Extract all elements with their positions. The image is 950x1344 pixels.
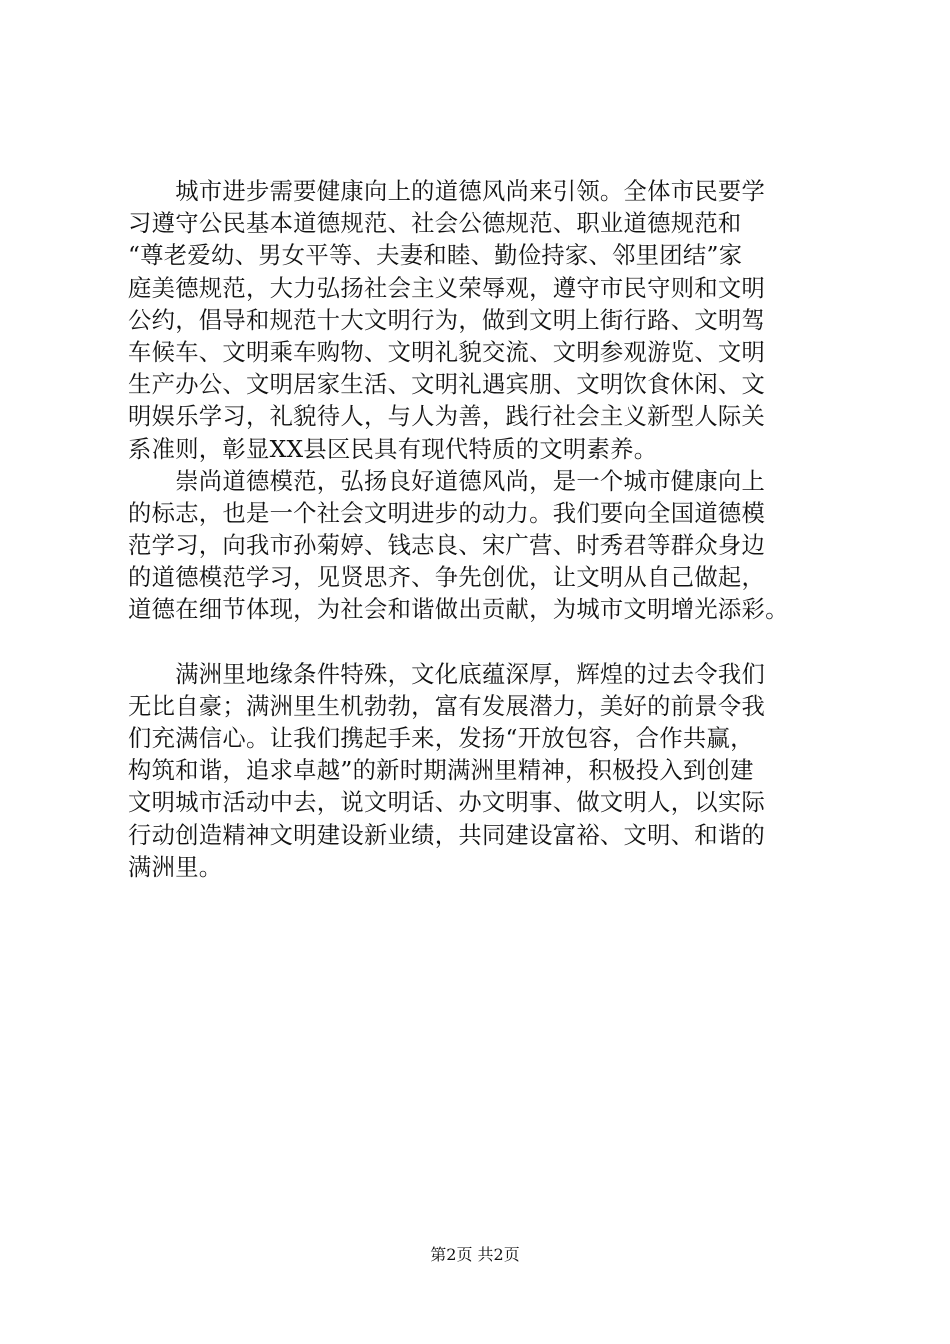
text-line: 道德在细节体现，为社会和谐做出贡献，为城市文明增光添彩。 [128, 596, 789, 624]
text-line: 习遵守公民基本道德规范、社会公德规范、职业道德规范和 [128, 210, 742, 238]
text-line: 系准则，彰显XX县区民具有现代特质的文明素养。 [128, 435, 658, 463]
text-line: 构筑和谐，追求卓越”的新时期满洲里精神，积极投入到创建 [128, 757, 754, 785]
text-line: 无比自豪；满洲里生机勃勃，富有发展潜力，美好的前景令我 [128, 692, 766, 720]
text-line: 们充满信心。让我们携起手来，发扬“开放包容，合作共赢， [128, 725, 754, 752]
text-line: 的标志，也是一个社会文明进步的动力。我们要向全国道德模 [128, 499, 766, 527]
text-line: 满洲里。 [128, 853, 223, 881]
text-line: 庭美德规范，大力弘扬社会主义荣辱观，遵守市民守则和文明 [128, 274, 766, 302]
text-line: 崇尚道德模范，弘扬良好道德风尚，是一个城市健康向上 [128, 467, 766, 495]
paragraph-moral-models [128, 466, 853, 627]
text-line: 文明城市活动中去，说文明话、办文明事、做文明人，以实际 [128, 789, 766, 817]
text-line: 范学习，向我市孙菊婷、钱志良、宋广营、时秀君等群众身边 [128, 532, 766, 560]
text-line: 满洲里地缘条件特殊，文化底蕴深厚，辉煌的过去令我们 [128, 660, 766, 688]
text-line: 的道德模范学习，见贤思齐、争先创优，让文明从自己做起， [128, 564, 766, 592]
text-line: 车候车、文明乘车购物、文明礼貌交流、文明参观游览、文明 [128, 338, 766, 366]
text-line: 公约，倡导和规范十大文明行为，做到文明上街行路、文明驾 [128, 306, 766, 334]
document-body [128, 176, 853, 884]
paragraph-civic-morality [128, 176, 853, 466]
paragraph-manzhouli-spirit [128, 659, 853, 884]
text-line: 行动创造精神文明建设新业绩，共同建设富裕、文明、和谐的 [128, 821, 766, 849]
page-number-footer: 第2页 共2页 [430, 1245, 520, 1264]
text-line: 明娱乐学习，礼貌待人，与人为善，践行社会主义新型人际关 [128, 403, 766, 431]
text-line: “尊老爱幼、男女平等、夫妻和睦、勤俭持家、邻里团结”家 [128, 242, 743, 270]
text-line: 生产办公、文明居家生活、文明礼遇宾朋、文明饮食休闲、文 [128, 371, 766, 399]
text-line: 城市进步需要健康向上的道德风尚来引领。全体市民要学 [128, 178, 766, 205]
